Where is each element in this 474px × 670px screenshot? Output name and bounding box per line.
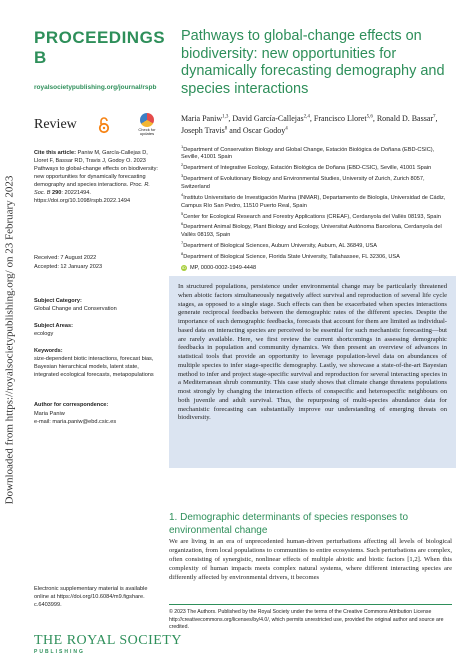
affiliation-text: Department of Biological Sciences, Auburn University, Auburn, AL 36849, USA [183, 242, 377, 249]
affiliation-number: 7 [181, 240, 184, 246]
affiliation-item [181, 144, 451, 163]
section-number: 1. [169, 512, 178, 523]
section-title-text: Demographic determinants of species responses to environmental change [169, 512, 409, 536]
section-heading [169, 512, 449, 537]
author-name[interactable]: Maria Paniw$^{1,3}$ [181, 113, 229, 123]
keywords-heading: Keywords: [34, 347, 63, 354]
article-title: Pathways to global-change effects on biodiversity: new opportunities for dynamically forecasting demography and species interactions [181, 28, 445, 98]
affiliation-text: Department of Integrative Ecology, Estación Biológica de Doñana (EBD-CSIC), Seville, 41001 Spain [183, 165, 432, 172]
affiliation-list [181, 144, 451, 262]
affiliation-text: Instituto Universitario de Investigación Marina (INMAR), Departamento de Biología, Universidad de Cádiz, Campus Río San Pedro, 11510 Puerto Real, Spain [181, 194, 446, 209]
author-name[interactable]: David García-Callejas$^{2,4}$ [232, 113, 310, 123]
correspondence-email-link[interactable]: e-mail: maria.paniw@ebd.csic.es [34, 418, 117, 425]
license-note: © 2023 The Authors. Published by the Royal Society under the terms of the Creative Commons Attribution License http://creativecommons.org/licenses/by/4.0/, which permits unrestricted use, provided the original author and source are credited. [169, 604, 452, 632]
affiliation-text: Department Animal Biology, Plant Biology and Ecology, Universitat Autònoma Barcelona, Cerdanyola del Vallès 08193, Spain [181, 224, 442, 239]
check-updates-label: Check for updates [138, 127, 156, 137]
author-affiliation-marker: 7 [433, 114, 436, 120]
affiliation-number: 1 [181, 143, 184, 149]
subject-category [34, 297, 162, 313]
citation [34, 149, 162, 206]
author-name[interactable]: Joseph Travis$^8$ [181, 126, 228, 136]
affiliation-item [181, 162, 451, 173]
orcid-text: MP, 0000-0002-1949-4448 [190, 264, 257, 271]
author-name[interactable]: Oscar Godoy$^4$ [242, 126, 288, 136]
subject-areas [34, 322, 162, 338]
accepted-date: Accepted: 12 January 2023 [34, 264, 103, 271]
received-date: Received: 7 August 2022 [34, 254, 97, 261]
affiliation-item [181, 221, 451, 240]
affiliation-number: 8 [181, 250, 184, 256]
download-banner-text: Downloaded from https://royalsocietypublishing.org/ on 23 February 2023 [3, 175, 15, 505]
keywords-value: size-dependent biotic interactions, forecast bias, Bayesian hierarchical models, latent state, integrated ecological forecasts, metapopulations [34, 356, 154, 379]
download-banner [2, 140, 16, 540]
subject-areas-value: ecology [34, 330, 54, 337]
journal-url-link[interactable]: royalsocietypublishing.org/journal/rspb [34, 84, 157, 91]
check-updates-icon [140, 113, 154, 127]
subject-areas-heading: Subject Areas: [34, 322, 73, 329]
publisher-sub: PUBLISHING [34, 649, 85, 655]
correspondence-name: Maria Paniw [34, 410, 65, 417]
author-name[interactable]: Francisco Lloret$^{5,6}$ [313, 113, 373, 123]
orcid-row[interactable] [181, 265, 451, 271]
orcid-icon: iD [182, 265, 186, 271]
affiliation-item [181, 173, 451, 192]
affiliation-item [181, 240, 451, 251]
subject-category-value: Global Change and Conservation [34, 305, 117, 312]
author-affiliation-marker: 2,4 [303, 114, 310, 120]
affiliation-number: 3 [181, 173, 184, 179]
affiliation-number: 2 [181, 162, 184, 168]
check-for-updates-button[interactable] [132, 113, 162, 137]
right-column [181, 28, 451, 271]
body-paragraph: We are living in an era of unprecedented human-driven perturbations affecting all levels of biological organization, from local populations to communities to entire ecosystems. Such perturbations are complex, often consisting of synergistic, nonlinear effects of multiple abiotic and biotic factors [1,2]. When this complexity of human impacts meets complex natural systems, where different interacting species are differently affected by environmental drivers, it becomes [169, 538, 452, 581]
author-name[interactable]: Ronald D. Bassar$^7$ [376, 113, 436, 123]
affiliation-text: Department of Evolutionary Biology and Environmental Studies, University of Zurich, Zurich 8057, Switzerland [181, 175, 425, 190]
article-type-row [34, 113, 162, 137]
affiliation-number: 4 [181, 191, 184, 197]
abstract-box: In structured populations, persistence under environmental change may be particularly threatened when abiotic factors simultaneously negatively affect survival and reproduction of several life cycle stages, as opposed to a single stage. Such effects can then be exacerbated when species interactions generate reciprocal feedbacks between the demographic rates of the different species. Despite the importance of such demographic feedbacks, forecasts that account for them are limited as individual-based data on interacting species are perceived to be essential for such mechanistic forecasting—but are rarely available. Here, we first review the current shortcomings in assessing demographic feedbacks in population and community dynamics. We then present an overview of advances in statistical tools that provide an opportunity to leverage population-level data on abundances of multiple species to infer stage-specific demography. Lastly, we showcase a state-of-the-art Bayesian method to infer and project stage-specific survival and reproduction for several interacting species in a Mediterranean shrub community. This case study shows that climate change threatens populations most strongly by changing the interaction effects of conspecific and heterospecific neighbours on both juvenile and adult survival. Thus, the repurposing of multi-species abundance data for mechanistic forecasting can substantially improve our understanding of emerging threats on biodiversity. [169, 276, 456, 468]
left-column [34, 28, 166, 426]
affiliation-item [181, 251, 451, 262]
author-affiliation-marker: 8 [224, 126, 228, 132]
dates [34, 254, 162, 273]
author-list: Maria Paniw$^{1,3}$, David García-Callejas$^{2,4}$, Francisco Lloret$^{5,6}$, Ronald D. Bassar$^7$, Joseph Travis$^8$ and Oscar Godoy$^4$ [181, 113, 438, 136]
journal-brand[interactable]: PROCEEDINGS B [34, 28, 166, 67]
citation-journal: Proc. R. Soc. B [34, 182, 150, 197]
citation-volume: 290 [52, 190, 62, 197]
affiliation-item [181, 192, 451, 211]
open-access-icon [98, 116, 110, 134]
publisher-name: THE ROYAL SOCIETY [34, 633, 182, 648]
affiliation-number: 5 [181, 210, 184, 216]
citation-doi-link[interactable]: : 20221494. https://doi.org/10.1098/rspb.2022.1494 [34, 190, 131, 205]
keywords [34, 347, 162, 379]
publisher-logo[interactable] [34, 633, 182, 655]
author-affiliation-marker: 4 [285, 126, 288, 132]
correspondence [34, 401, 162, 425]
affiliation-item [181, 211, 451, 222]
citation-text: Paniw M, García-Callejas D, Lloret F, Bassar RD, Travis J, Godoy O. 2023 Pathways to global-change effects on biodiversity: new opportunities for dynamically forecasting demography and species interactions. [34, 149, 158, 189]
affiliation-text: Center for Ecological Research and Forestry Applications (CREAF), Cerdanyola del Vallès 08193, Spain [183, 213, 441, 220]
affiliation-text: Department of Conservation Biology and Global Change, Estación Biológica de Doñana (EBD-CSIC), Seville, 41001 Spain [181, 146, 435, 161]
correspondence-heading: Author for correspondence: [34, 402, 109, 409]
author-affiliation-marker: 5,6 [366, 114, 373, 120]
citation-label: Cite this article: [34, 149, 76, 156]
article-type: Review [34, 116, 77, 132]
subject-category-heading: Subject Category: [34, 297, 82, 304]
affiliation-text: Department of Biological Science, Florida State University, Tallahassee, FL 32306, USA [183, 253, 400, 260]
affiliation-number: 6 [181, 221, 184, 227]
author-affiliation-marker: 1,3 [222, 114, 229, 120]
supplementary-material-note[interactable]: Electronic supplementary material is available online at https://doi.org/10.6084/m9.figshare. c.6403999. [34, 586, 148, 609]
